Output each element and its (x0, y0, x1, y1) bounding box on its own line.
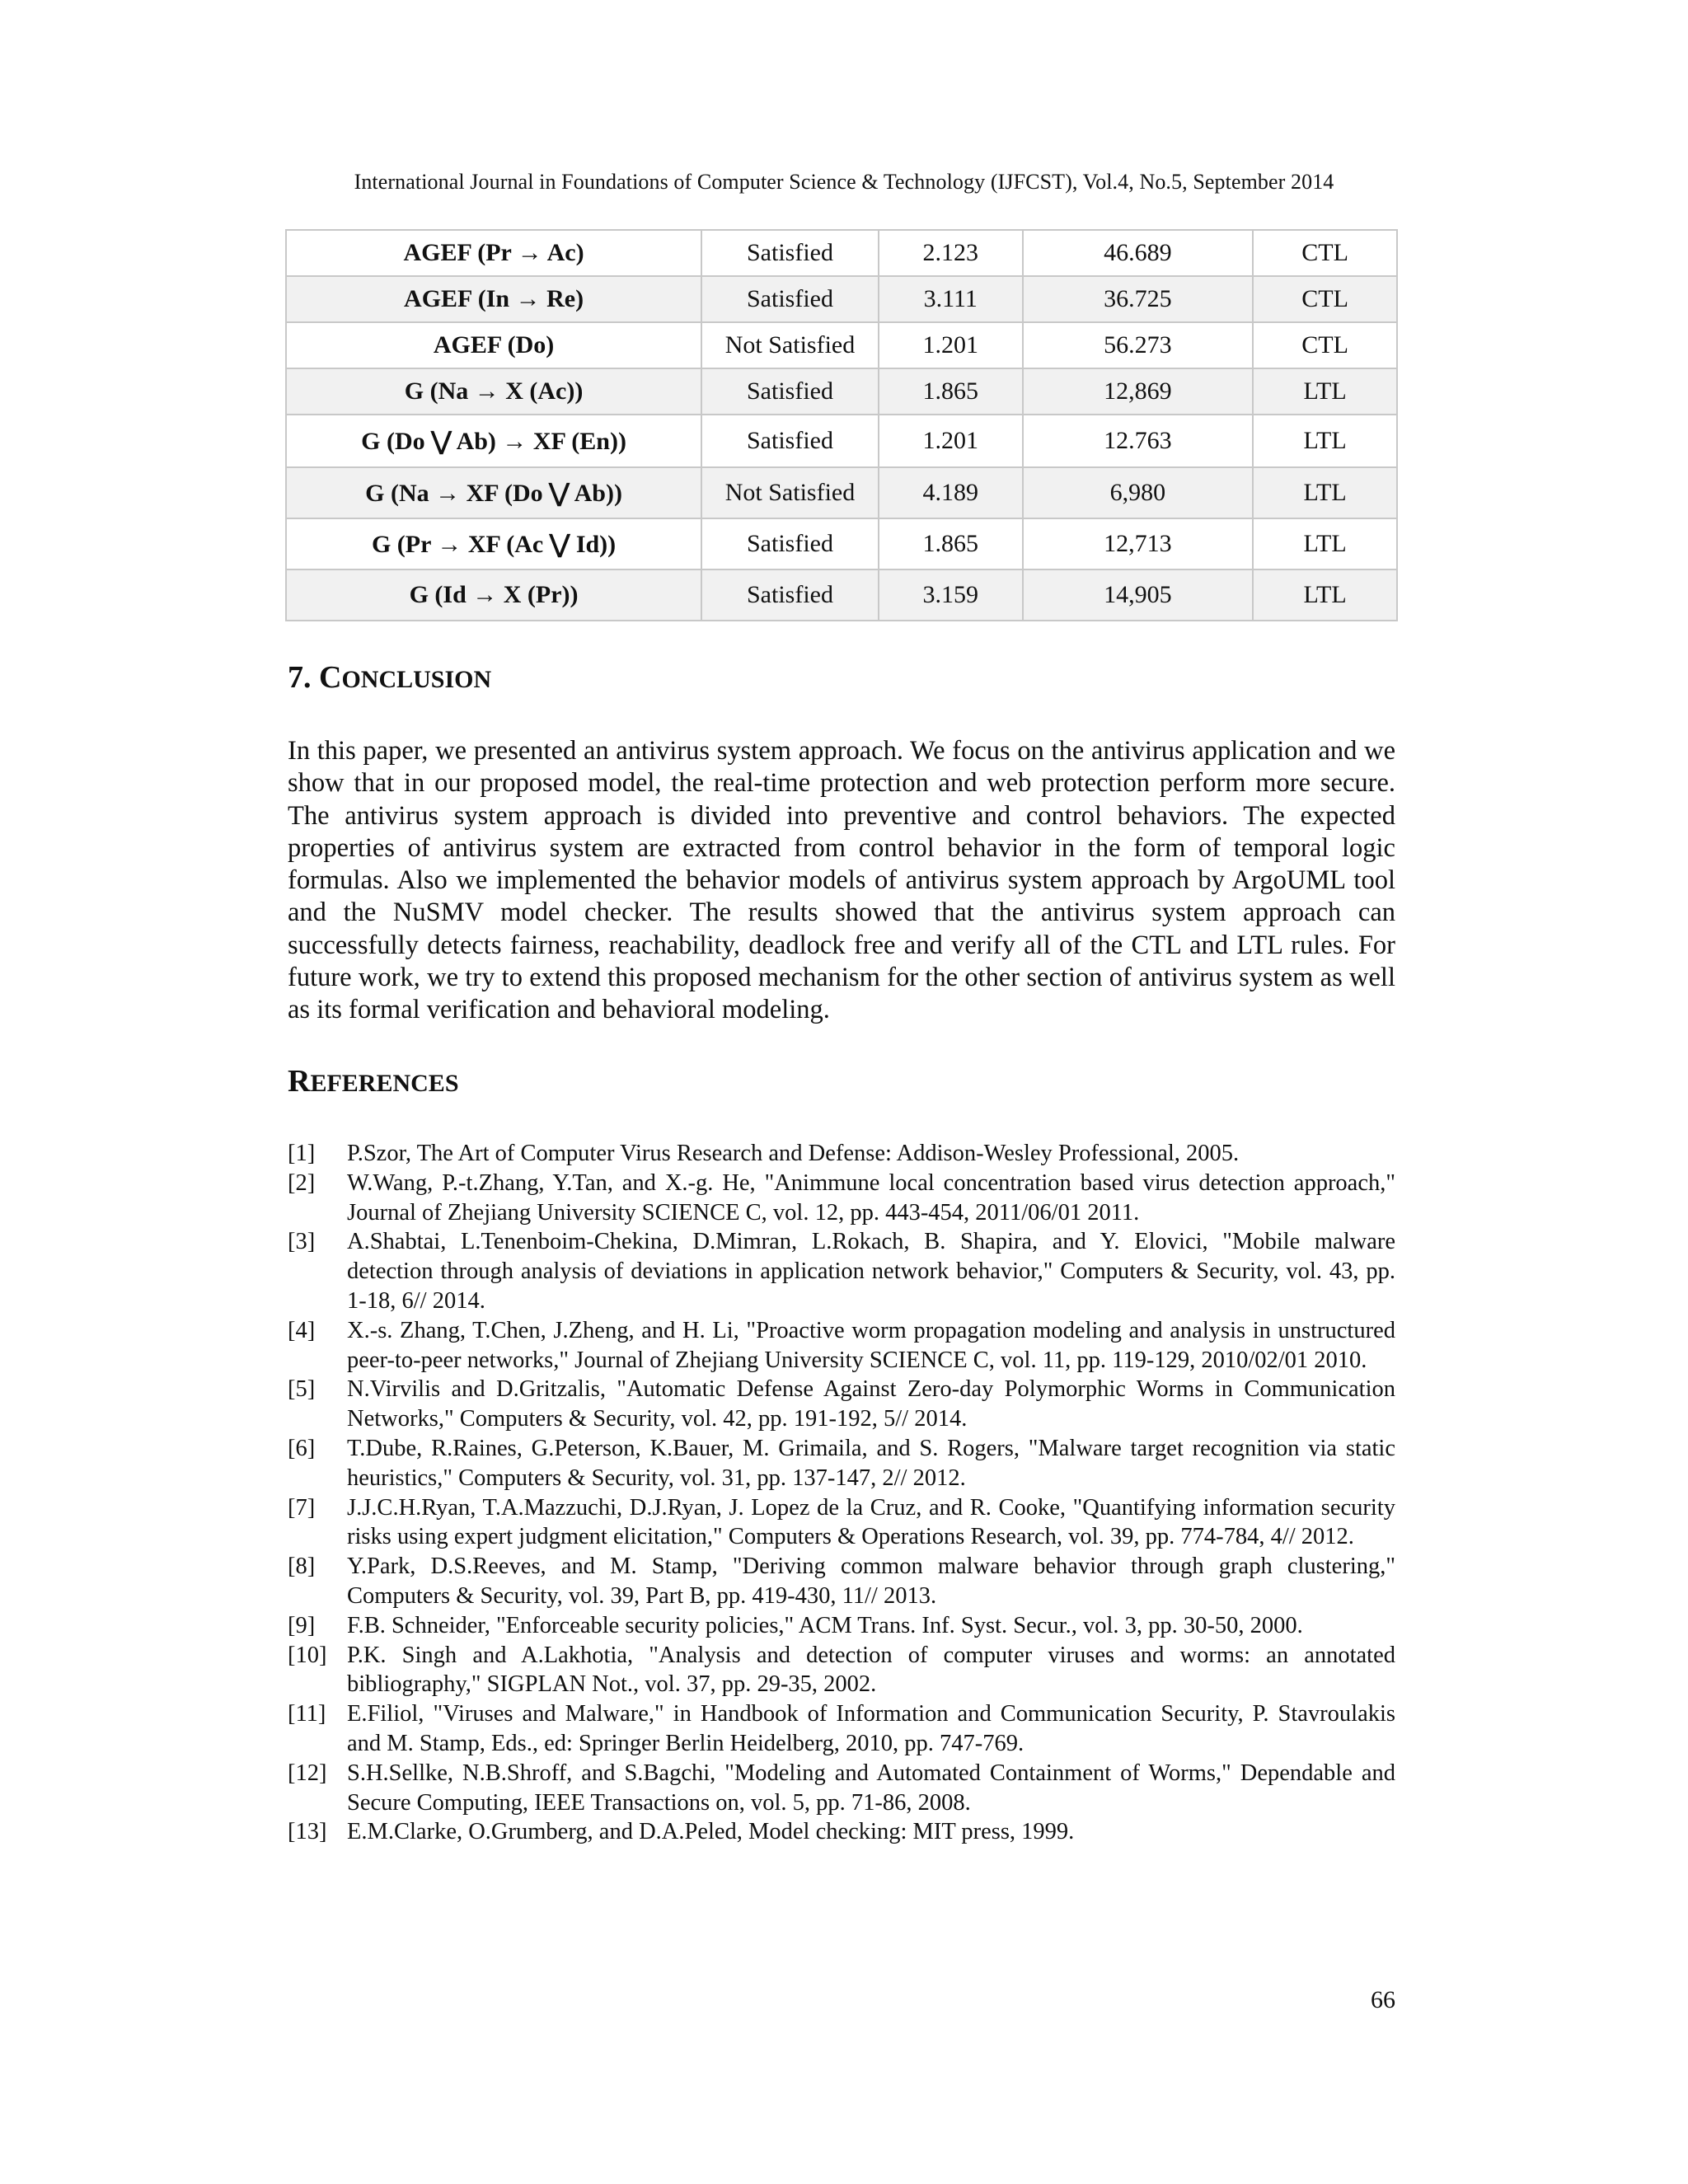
table-row (286, 415, 1397, 467)
memory-cell: 12,713 (1023, 518, 1254, 569)
reference-item (288, 1227, 1395, 1315)
reference-item (288, 1434, 1395, 1493)
reference-item (288, 1493, 1395, 1553)
reference-number: [11] (288, 1701, 326, 1727)
reference-number: [10] (288, 1642, 327, 1668)
property-cell: G (Do ⋁ Ab) → XF (En)) (286, 415, 701, 467)
time-cell: 1.865 (879, 518, 1023, 569)
table-row (286, 569, 1397, 621)
table-row (286, 276, 1397, 322)
reference-item (288, 1699, 1395, 1759)
reference-text: A.Shabtai, L.Tenenboim-Chekina, D.Mimran, L.Rokach, B. Shapira, and Y. Elovici, "Mobile malware detection through analysis of deviations in application network behavior," Computers & Security, vol. 43, pp. 1-18, 6// 2014. (347, 1229, 1395, 1314)
time-cell: 4.189 (879, 467, 1023, 518)
status-cell: Satisfied (701, 569, 879, 621)
reference-item (288, 1139, 1395, 1169)
status-cell: Not Satisfied (701, 467, 879, 518)
reference-text: P.Szor, The Art of Computer Virus Research and Defense: Addison-Wesley Professional, 2005. (347, 1141, 1240, 1166)
heading-initial: R (288, 1064, 311, 1099)
table-row (286, 322, 1397, 368)
time-cell: 2.123 (879, 230, 1023, 276)
reference-number: [12] (288, 1760, 327, 1786)
reference-text: W.Wang, P.-t.Zhang, Y.Tan, and X.-g. He, "Animmune local concentration based virus detection approach," Journal of Zhejiang University SCIENCE C, vol. 12, pp. 443-454, 2011/06/01 2011. (347, 1169, 1395, 1226)
reference-text: F.B. Schneider, "Enforceable security policies," ACM Trans. Inf. Syst. Secur., vol. 3, pp. 30-50, 2000. (347, 1612, 1303, 1638)
logic-cell: LTL (1253, 467, 1397, 518)
status-cell: Satisfied (701, 518, 879, 569)
reference-number: [8] (288, 1554, 316, 1580)
heading-rest: ONCLUSION (341, 666, 492, 693)
table-row (286, 518, 1397, 569)
reference-list (288, 1139, 1395, 1847)
reference-number: [9] (288, 1612, 316, 1638)
reference-item (288, 1375, 1395, 1434)
property-cell: AGEF (Pr → Ac) (286, 230, 701, 276)
memory-cell: 6,980 (1023, 467, 1254, 518)
reference-text: T.Dube, R.Raines, G.Peterson, K.Bauer, M. Grimaila, and S. Rogers, "Malware target recognition via static heuristics," Computers & Security, vol. 31, pp. 137-147, 2// 2012. (347, 1435, 1395, 1491)
property-cell: AGEF (Do) (286, 322, 701, 368)
status-cell: Satisfied (701, 368, 879, 415)
reference-number: [5] (288, 1376, 316, 1403)
status-cell: Not Satisfied (701, 322, 879, 368)
time-cell: 1.201 (879, 415, 1023, 467)
reference-item (288, 1759, 1395, 1818)
reference-text: Y.Park, D.S.Reeves, and M. Stamp, "Deriving common malware behavior through graph clustering," Computers & Security, vol. 39, Part B, pp. 419-430, 11// 2013. (347, 1554, 1395, 1609)
reference-text: E.Filiol, "Viruses and Malware," in Handbook of Information and Communication Security, P. Stavroulakis and M. Stamp, Eds., ed: Springer Berlin Heidelberg, 2010, pp. 747-769. (347, 1701, 1395, 1756)
reference-item (288, 1611, 1395, 1641)
logic-cell: CTL (1253, 230, 1397, 276)
time-cell: 1.201 (879, 322, 1023, 368)
heading-rest: EFERENCES (310, 1070, 459, 1097)
reference-number: [7] (288, 1494, 316, 1521)
conclusion-heading (288, 659, 491, 696)
property-cell: G (Pr → XF (Ac ⋁ Id)) (286, 518, 701, 569)
conclusion-paragraph: In this paper, we presented an antivirus system approach. We focus on the antivirus application and we show that in our proposed model, the real-time protection and web protection perform more secure. The antivirus system approach is divided into preventive and control behaviors. The expected properties of antivirus system are extracted from control behavior in the form of temporal logic formulas. Also we implemented the behavior models of antivirus system approach by ArgoUML tool and the NuSMV model checker. The results showed that the antivirus system approach can successfully detects fairness, reachability, deadlock free and verify all of the CTL and LTL rules. For future work, we try to extend this proposed mechanism for the other section of antivirus system as well as its formal verification and behavioral modeling. (288, 736, 1395, 1025)
logic-cell: LTL (1253, 518, 1397, 569)
reference-item (288, 1552, 1395, 1611)
journal-header: International Journal in Foundations of Computer Science & Technology (IJFCST), Vol.4, No.5, September 2014 (354, 170, 1334, 194)
property-cell: G (Na → XF (Do ⋁ Ab)) (286, 467, 701, 518)
memory-cell: 56.273 (1023, 322, 1254, 368)
logic-cell: CTL (1253, 276, 1397, 322)
status-cell: Satisfied (701, 276, 879, 322)
status-cell: Satisfied (701, 230, 879, 276)
memory-cell: 36.725 (1023, 276, 1254, 322)
property-cell: G (Na → X (Ac)) (286, 368, 701, 415)
memory-cell: 12.763 (1023, 415, 1254, 467)
reference-number: [13] (288, 1819, 327, 1845)
logic-cell: LTL (1253, 368, 1397, 415)
reference-number: [6] (288, 1435, 316, 1461)
reference-text: X.-s. Zhang, T.Chen, J.Zheng, and H. Li, "Proactive worm propagation modeling and analysis in unstructured peer-to-peer networks," Journal of Zhejiang University SCIENCE C, vol. 11, pp. 119-129, 2010/02/01 2010. (347, 1317, 1395, 1373)
reference-text: N.Virvilis and D.Gritzalis, "Automatic Defense Against Zero-day Polymorphic Worms in Communication Networks," Computers & Security, vol. 42, pp. 191-192, 5// 2014. (347, 1376, 1395, 1432)
memory-cell: 46.689 (1023, 230, 1254, 276)
time-cell: 3.111 (879, 276, 1023, 322)
results-table (285, 229, 1398, 621)
time-cell: 1.865 (879, 368, 1023, 415)
logic-cell: LTL (1253, 569, 1397, 621)
reference-number: [4] (288, 1317, 316, 1343)
heading-initial: C (319, 660, 342, 695)
page-number: 66 (1371, 1986, 1395, 2013)
memory-cell: 14,905 (1023, 569, 1254, 621)
property-cell: G (Id → X (Pr)) (286, 569, 701, 621)
reference-item (288, 1817, 1395, 1847)
time-cell: 3.159 (879, 569, 1023, 621)
reference-text: P.K. Singh and A.Lakhotia, "Analysis and detection of computer viruses and worms: an annotated bibliography," SIGPLAN Not., vol. 37, pp. 29-35, 2002. (347, 1642, 1395, 1698)
section-number: 7. (288, 660, 312, 695)
status-cell: Satisfied (701, 415, 879, 467)
logic-cell: LTL (1253, 415, 1397, 467)
table-row (286, 467, 1397, 518)
memory-cell: 12,869 (1023, 368, 1254, 415)
reference-text: J.J.C.H.Ryan, T.A.Mazzuchi, D.J.Ryan, J. Lopez de la Cruz, and R. Cooke, "Quantifying information security risks using expert judgment elicitation," Computers & Operations Research, vol. 39, pp. 774-784, 4// 2012. (347, 1494, 1395, 1550)
reference-number: [1] (288, 1141, 316, 1166)
table-row (286, 368, 1397, 415)
reference-number: [2] (288, 1169, 316, 1196)
logic-cell: CTL (1253, 322, 1397, 368)
reference-item (288, 1316, 1395, 1376)
reference-number: [3] (288, 1229, 316, 1255)
reference-item (288, 1641, 1395, 1700)
reference-text: E.M.Clarke, O.Grumberg, and D.A.Peled, Model checking: MIT press, 1999. (347, 1819, 1075, 1845)
table-row (286, 230, 1397, 276)
reference-item (288, 1169, 1395, 1228)
reference-text: S.H.Sellke, N.B.Shroff, and S.Bagchi, "Modeling and Automated Containment of Worms," Dependable and Secure Computing, IEEE Transactions on, vol. 5, pp. 71-86, 2008. (347, 1760, 1395, 1816)
property-cell: AGEF (In → Re) (286, 276, 701, 322)
references-heading (288, 1063, 459, 1099)
